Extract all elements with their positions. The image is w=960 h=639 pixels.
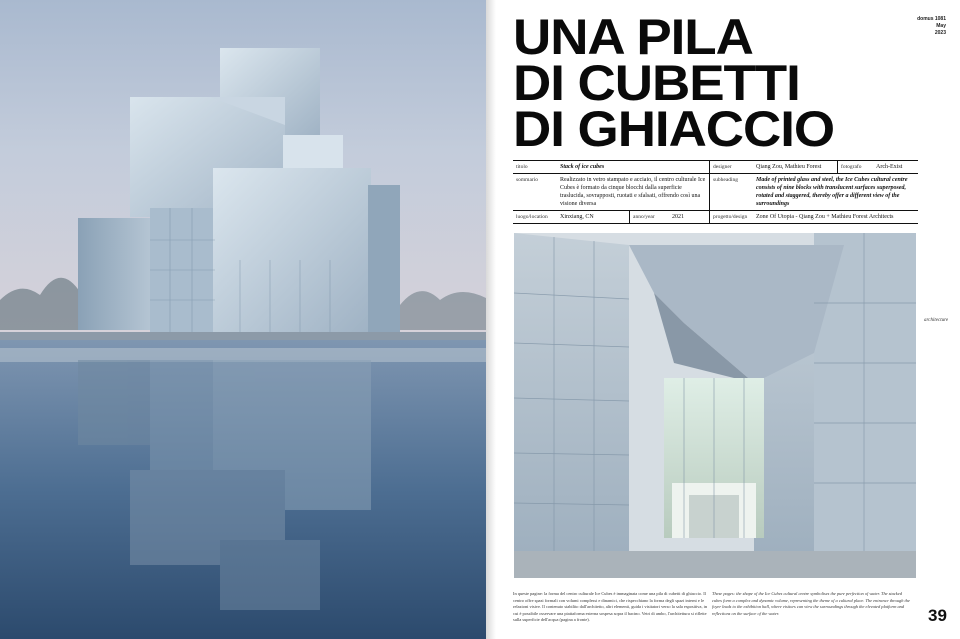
anno-value: 2021	[672, 214, 684, 220]
info-table	[513, 160, 918, 224]
titolo-label: titolo	[516, 164, 528, 170]
luogo-value: Xinxiang, CN	[560, 214, 594, 220]
info-row-title	[513, 161, 918, 174]
info-row-summary	[513, 174, 918, 211]
headline-line-1: UNA PILA	[513, 9, 753, 65]
page-number: 39	[928, 606, 947, 625]
sommario-label: sommario	[516, 177, 538, 183]
caption-english: These pages: the shape of the Ice Cubes cultural centre symbolises the pure perfection of water. The stacked cubes form a complex and dynamic volume, representing the theme of a cultural place. The entrance through the foyer leads to the exhibition hall, where visitors can view the surroundings through the elevated platform and reflections on the surface of the water.	[712, 591, 910, 616]
progetto-label: progetto/design	[709, 211, 753, 223]
headline	[513, 9, 923, 157]
progettisti-label: designer	[709, 161, 753, 173]
headline-line-3: DI GHIACCIO	[513, 101, 835, 157]
subheading-label: subheading	[709, 174, 753, 210]
page-gutter	[486, 0, 496, 639]
anno-label: anno/year	[629, 211, 669, 223]
fotografo-label: fotografo	[837, 161, 873, 173]
sommario-text: Realizzato in vetro stampato e acciaio, il centro culturale Ice Cubes è formato da cinque blocchi dalla superficie traslucida, sovrapposti, ruotati e sfalsati, offrendo così una visione diversa	[560, 177, 706, 207]
entrance-photo	[514, 233, 916, 578]
section-tag: architecture	[924, 318, 949, 323]
titolo-value: Stack of ice cubes	[560, 164, 605, 170]
progetto-value: Zone Of Utopia - Qiang Zou + Mathieu Forest Architects	[756, 214, 894, 220]
issue-month: May	[936, 23, 946, 29]
issue-magazine: domus 1081	[917, 16, 946, 22]
issue-year: 2023	[934, 30, 946, 36]
subheading-text: Made of printed glass and steel, the Ice Cubes cultural centre consists of nine blocks with translucent surfaces superposed, rotated and staggered, thereby offer a different view of the surroundings	[756, 177, 908, 207]
caption-italian: In queste pagine: la forma del centro culturale Ice Cubes è immaginata come una pila di cubetti di ghiaccio. Il centro offre spazi formali con volumi complessi e dinamici, che rispecchiano la forma degli spazi interni e le relazioni visive. Il contenuto stabilito dall'architetto, altri elementi, guida i visitatori verso la sala espositiva, in cui è possibile osservare una piattaforma esterna sospesa sopra il bacino. Vetri di ambo, l'architettura si riflette sulla superficie dell'acqua (pagina a fronte).	[513, 591, 708, 623]
fotografo-value: Arch-Exist	[876, 164, 903, 170]
issue-info	[906, 16, 946, 37]
info-row-location	[513, 211, 918, 224]
luogo-label: luogo/location	[516, 214, 548, 220]
headline-line-2: DI CUBETTI	[513, 55, 800, 111]
progettisti-value: Qiang Zou, Mathieu Forest	[756, 164, 822, 170]
